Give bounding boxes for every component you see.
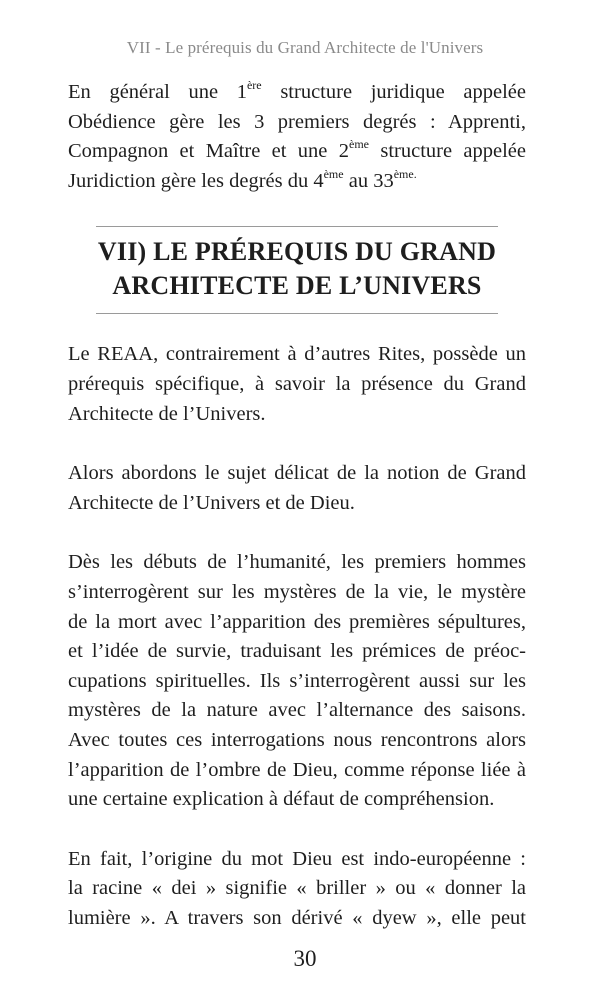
- superscript: ème.: [393, 166, 417, 181]
- text-span: Compagnon et Maître et une 2: [68, 140, 349, 163]
- text-line: de la mort avec l’apparition des premières sépultures,: [68, 610, 526, 633]
- running-header: VII - Le prérequis du Grand Architecte de l'Univers: [126, 38, 484, 57]
- body-paragraph: [68, 845, 526, 934]
- page-body: [68, 78, 526, 933]
- body-paragraph: [68, 548, 526, 814]
- superscript: ème: [323, 166, 344, 181]
- text-line: [68, 78, 526, 108]
- text-line: cupations spirituelles. Ils s’interrogèrent aussi sur les: [68, 669, 526, 692]
- section-title: [96, 235, 498, 303]
- text-span: au 33: [343, 169, 394, 192]
- text-line: Alors abordons le sujet délicat de la notion de Grand: [68, 462, 526, 485]
- page-number: 30: [293, 946, 317, 971]
- text-line: [68, 167, 526, 197]
- text-line: mystères de la nature avec l’alternance des saisons.: [68, 699, 526, 722]
- superscript: ème: [349, 137, 369, 152]
- text-line: [68, 137, 526, 167]
- text-line: Architecte de l’Univers.: [68, 402, 266, 425]
- text-line: lumière ». A travers son dérivé « dyew », elle peut: [68, 906, 526, 929]
- text-line: Dès les débuts de l’humanité, les premiers hommes: [68, 551, 526, 574]
- body-paragraph: [68, 459, 526, 518]
- intro-paragraph: [68, 78, 526, 196]
- text-line: la racine « dei » signifie « briller » ou « donner la: [68, 877, 526, 900]
- text-line: l’apparition de l’ombre de Dieu, comme réponse liée à: [68, 758, 526, 781]
- text-line: Le REAA, contrairement à d’autres Rites, possède un: [68, 343, 526, 366]
- text-span: Juridiction gère les degrés du 4: [68, 169, 324, 192]
- text-line: En fait, l’origine du mot Dieu est indo-européenne :: [68, 847, 526, 870]
- section-title-line: VII) LE PRÉREQUIS DU GRAND: [97, 237, 497, 267]
- text-span: structure appelée: [369, 140, 526, 163]
- text-line: Architecte de l’Univers et de Dieu.: [68, 491, 355, 514]
- body-paragraph: [68, 340, 526, 429]
- text-span: En général une 1: [68, 81, 247, 103]
- text-line: et l’idée de survie, traduisant les prémices de préoc-: [68, 640, 526, 663]
- text-line: Avec toutes ces interrogations nous rencontrons alors: [68, 728, 526, 751]
- text-line: Obédience gère les 3 premiers degrés : Apprenti,: [68, 110, 526, 133]
- section-title-line: ARCHITECTE DE L’UNIVERS: [112, 271, 482, 301]
- section-title-block: [96, 226, 498, 314]
- superscript: ère: [246, 78, 262, 92]
- text-span: structure juridique appelée: [261, 81, 526, 103]
- text-line: s’interrogèrent sur les mystères de la vie, le mystère: [68, 580, 526, 603]
- text-line: prérequis spécifique, à savoir la présence du Grand: [68, 372, 526, 395]
- text-line: une certaine explication à défaut de compréhension.: [68, 788, 495, 811]
